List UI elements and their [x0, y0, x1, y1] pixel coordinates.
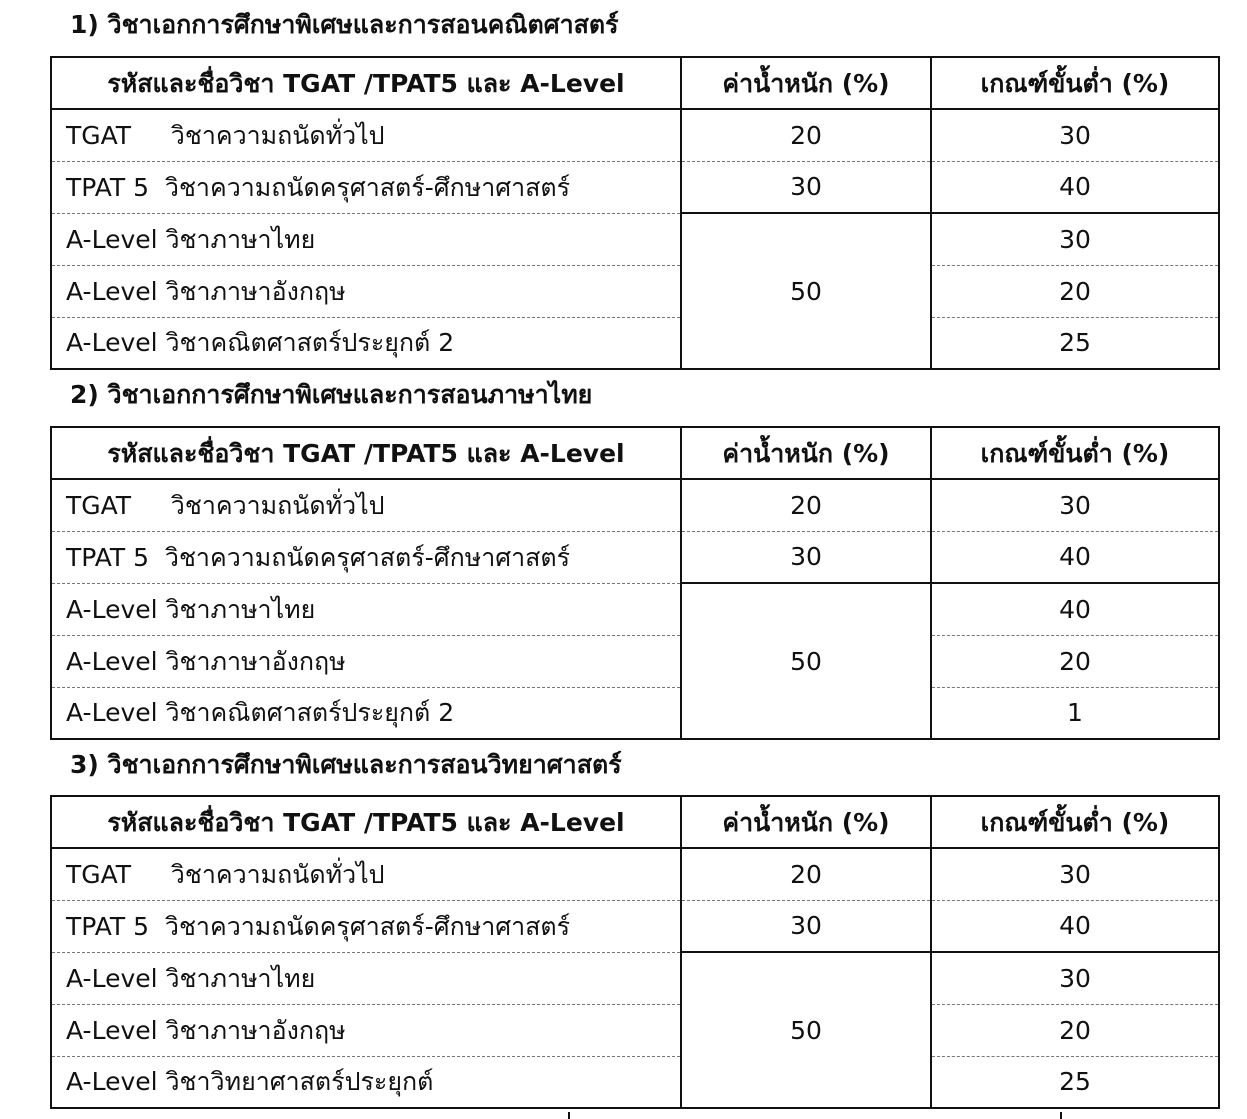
- next-table-top-edge: [50, 1112, 1218, 1119]
- subject-column-header: รหัสและชื่อวิชา TGAT /TPAT5 และ A-Level: [51, 796, 681, 848]
- weight-cell: 20: [681, 848, 931, 900]
- minimum-cell: 30: [931, 479, 1219, 531]
- subject-cell: TGAT วิชาความถนัดทั่วไป: [51, 848, 681, 900]
- table-header-row: [51, 796, 1219, 848]
- section-3-heading: 3) วิชาเอกการศึกษาพิเศษและการสอนวิทยาศาสตร์: [70, 750, 622, 779]
- table-row: [51, 900, 1219, 952]
- minimum-cell: 40: [931, 583, 1219, 635]
- table-row: [51, 635, 1219, 687]
- weight-cell-merged: 50: [681, 583, 931, 739]
- subject-cell: A-Level วิชาภาษาไทย: [51, 213, 681, 265]
- subject-cell: A-Level วิชาคณิตศาสตร์ประยุกต์ 2: [51, 687, 681, 739]
- minimum-cell: 20: [931, 265, 1219, 317]
- subject-cell: TPAT 5 วิชาความถนัดครุศาสตร์-ศึกษาศาสตร์: [51, 531, 681, 583]
- table-row: [51, 1004, 1219, 1056]
- subject-cell: TPAT 5 วิชาความถนัดครุศาสตร์-ศึกษาศาสตร์: [51, 161, 681, 213]
- minimum-cell: 20: [931, 635, 1219, 687]
- section-2-table: [50, 426, 1220, 740]
- table-row: [51, 265, 1219, 317]
- minimum-cell: 40: [931, 900, 1219, 952]
- subject-cell: A-Level วิชาภาษาอังกฤษ: [51, 1004, 681, 1056]
- weight-column-header: ค่าน้ำหนัก (%): [681, 427, 931, 479]
- weight-cell: 30: [681, 161, 931, 213]
- minimum-cell: 25: [1059, 1067, 1091, 1097]
- minimum-column-header: เกณฑ์ขั้นต่ำ (%): [931, 427, 1219, 479]
- minimum-column-header: เกณฑ์ขั้นต่ำ (%): [931, 57, 1219, 109]
- minimum-cell: 30: [931, 952, 1219, 1004]
- table-row: [51, 317, 1219, 369]
- table-row: [51, 952, 1219, 1004]
- minimum-cell: 30: [931, 213, 1219, 265]
- column-divider: [568, 1112, 570, 1119]
- subject-cell: A-Level วิชาภาษาไทย: [51, 583, 681, 635]
- section-1-heading: 1) วิชาเอกการศึกษาพิเศษและการสอนคณิตศาสตร์: [70, 10, 619, 39]
- minimum-cell: 25: [1059, 328, 1091, 358]
- column-divider: [1060, 1112, 1062, 1119]
- subject-cell: A-Level วิชาภาษาไทย: [51, 952, 681, 1004]
- weight-cell-merged: 50: [681, 213, 931, 369]
- table-header-row: [51, 57, 1219, 109]
- minimum-cell: 30: [931, 109, 1219, 161]
- table-row: [51, 687, 1219, 739]
- weight-cell: 20: [681, 109, 931, 161]
- subject-cell: TGAT วิชาความถนัดทั่วไป: [51, 479, 681, 531]
- section-2-heading: 2) วิชาเอกการศึกษาพิเศษและการสอนภาษาไทย: [70, 380, 593, 409]
- minimum-cell: 30: [931, 848, 1219, 900]
- table-row: [51, 161, 1219, 213]
- subject-cell: A-Level วิชาวิทยาศาสตร์ประยุกต์: [51, 1056, 681, 1108]
- weight-cell: 30: [681, 900, 931, 952]
- subject-cell: A-Level วิชาภาษาอังกฤษ: [51, 635, 681, 687]
- subject-column-header: รหัสและชื่อวิชา TGAT /TPAT5 และ A-Level: [51, 427, 681, 479]
- table-row: [51, 213, 1219, 265]
- subject-cell: A-Level วิชาภาษาอังกฤษ: [51, 265, 681, 317]
- weight-cell: 20: [681, 479, 931, 531]
- minimum-cell: 40: [931, 161, 1219, 213]
- table-row: [51, 109, 1219, 161]
- table-row: [51, 1056, 1219, 1108]
- table-row: [51, 531, 1219, 583]
- subject-cell: TGAT วิชาความถนัดทั่วไป: [51, 109, 681, 161]
- weight-cell-merged: 50: [681, 952, 931, 1108]
- weight-column-header: ค่าน้ำหนัก (%): [681, 57, 931, 109]
- subject-cell: TPAT 5 วิชาความถนัดครุศาสตร์-ศึกษาศาสตร์: [51, 900, 681, 952]
- minimum-cell: 40: [931, 531, 1219, 583]
- section-3-table: [50, 795, 1220, 1109]
- table-row: [51, 583, 1219, 635]
- minimum-column-header: เกณฑ์ขั้นต่ำ (%): [931, 796, 1219, 848]
- minimum-cell: 20: [931, 1004, 1219, 1056]
- table-header-row: [51, 427, 1219, 479]
- minimum-cell: 1: [1067, 698, 1083, 728]
- section-1-table: [50, 56, 1220, 370]
- subject-column-header: รหัสและชื่อวิชา TGAT /TPAT5 และ A-Level: [51, 57, 681, 109]
- table-row: [51, 848, 1219, 900]
- subject-cell: A-Level วิชาคณิตศาสตร์ประยุกต์ 2: [51, 317, 681, 369]
- weight-column-header: ค่าน้ำหนัก (%): [681, 796, 931, 848]
- weight-cell: 30: [681, 531, 931, 583]
- table-row: [51, 479, 1219, 531]
